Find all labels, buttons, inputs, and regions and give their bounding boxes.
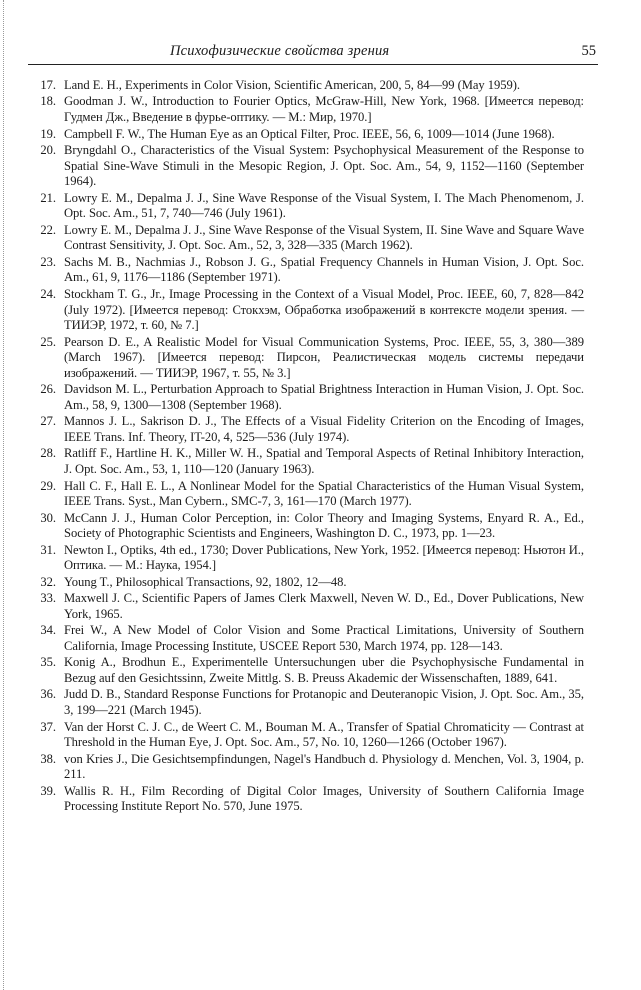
- reference-number: 39.: [40, 783, 56, 798]
- reference-item: [28, 143, 584, 190]
- reference-item: [28, 287, 584, 334]
- page-edge-dots: [3, 0, 4, 990]
- reference-number: 34.: [40, 623, 56, 638]
- reference-text: Van der Horst C. J. C., de Weert C. M., Bouman M. A., Transfer of Spatial Chromaticity — Contrast at Threshold in the Human Eye, J. Opt. Soc. Am., 57, No. 10, 1260—1266 (October 1967).: [64, 719, 584, 750]
- reference-text: Hall C. F., Hall E. L., A Nonlinear Model for the Spatial Characteristics of the Human Visual System, IEEE Trans. Syst., Man Cybern., SMC-7, 3, 161—170 (March 1977).: [64, 478, 584, 509]
- reference-text: McCann J. J., Human Color Perception, in: Color Theory and Imaging Systems, Enyard R. A., Ed., Society of Photographic Scientists and Engineers, Washington D. C., 1973, pp. 1—23.: [64, 510, 584, 541]
- reference-text: Pearson D. E., A Realistic Model for Visual Communication Systems, Proc. IEEE, 55, 3, 380—389 (March 1967). [Имеется перевод: Пирсон, Реалистическая модель системы передачи изображений. — ТИИЭР, 1967, т. 55, № 3.]: [64, 334, 584, 380]
- reference-item: [28, 720, 584, 751]
- reference-number: 19.: [40, 126, 56, 141]
- reference-number: 27.: [40, 414, 56, 429]
- reference-item: [28, 94, 584, 125]
- reference-text: Wallis R. H., Film Recording of Digital Color Images, University of Southern California Image Processing Institute Report No. 570, June 1975.: [64, 783, 584, 814]
- page-number: 55: [581, 43, 596, 59]
- reference-text: Goodman J. W., Introduction to Fourier Optics, McGraw-Hill, New York, 1968. [Имеется перевод: Гудмен Дж., Введение в фурье-оптику. — М.: Мир, 1970.]: [64, 94, 584, 125]
- reference-text: Young T., Philosophical Transactions, 92, 1802, 12—48.: [64, 574, 347, 589]
- reference-number: 33.: [40, 591, 56, 606]
- reference-number: 24.: [40, 286, 56, 301]
- reference-text: Sachs M. B., Nachmias J., Robson J. G., Spatial Frequency Channels in Human Vision, J. Opt. Soc. Am., 61, 9, 1176—1186 (September 1971).: [64, 254, 584, 285]
- reference-number: 36.: [40, 687, 56, 702]
- reference-text: Campbell F. W., The Human Eye as an Optical Filter, Proc. IEEE, 56, 6, 1009—1014 (June 1968).: [64, 126, 555, 141]
- reference-item: [28, 255, 584, 286]
- reference-number: 23.: [40, 254, 56, 269]
- reference-text: Konig A., Brodhun E., Experimentelle Untersuchungen uber die Psychophysische Fundamental in Bezug auf den Gesichtssinn, Zweite Mittlg. S. B. Preuss Akademic der Wissenschaften, 1889, 641.: [64, 655, 584, 685]
- reference-item: [28, 511, 584, 542]
- reference-text: Lowry E. M., Depalma J. J., Sine Wave Response of the Visual System, I. The Mach Phenomenom, J. Opt. Soc. Am., 51, 7, 740—746 (July 1961).: [64, 190, 584, 221]
- reference-number: 28.: [40, 446, 56, 461]
- reference-item: [28, 752, 584, 783]
- reference-number: 25.: [40, 334, 56, 349]
- reference-item: [28, 382, 584, 413]
- reference-item: [28, 623, 584, 654]
- reference-text: Newton I., Optiks, 4th ed., 1730; Dover Publications, New York, 1952. [Имеется перевод: Ньютон И., Оптика. — М.: Наука, 1954.]: [64, 542, 584, 573]
- reference-text: Davidson M. L., Perturbation Approach to Spatial Brightness Interaction in Human Vision, J. Opt. Soc. Am., 58, 9, 1300—1308 (September 1968).: [64, 382, 584, 412]
- reference-text: Stockham T. G., Jr., Image Processing in the Context of a Visual Model, Proc. IEEE, 60, 7, 828—842 (July 1972). [Имеется перевод: Стокхэм, Обработка изображений в контексте модели зрения. — ТИИЭР, 1972, т. 60, № 7.]: [64, 286, 584, 333]
- reference-number: 30.: [40, 510, 56, 525]
- reference-item: [28, 479, 584, 510]
- reference-number: 38.: [40, 751, 56, 766]
- reference-text: Bryngdahl O., Characteristics of the Visual System: Psychophysical Measurement of the Response to Spatial Sine-Wave Stimuli in the Mesopic Region, J. Opt. Soc. Am., 54, 9, 1152—1160 (September 1964).: [64, 143, 584, 189]
- reference-number: 21.: [40, 190, 56, 205]
- reference-item: [28, 78, 584, 94]
- reference-text: Maxwell J. C., Scientific Papers of James Clerk Maxwell, Neven W. D., Ed., Dover Publications, New York, 1965.: [64, 591, 584, 621]
- reference-text: von Kries J., Die Gesichtsempfindungen, Nagel's Handbuch d. Physiology d. Menchen, Vol. 3, 1904, p. 211.: [64, 751, 584, 782]
- reference-text: Lowry E. M., Depalma J. J., Sine Wave Response of the Visual System, II. Sine Wave and Square Wave Contrast Sensitivity, J. Opt. Soc. Am., 52, 3, 328—335 (March 1962).: [64, 222, 584, 253]
- reference-item: [28, 687, 584, 718]
- reference-number: 18.: [40, 94, 56, 109]
- reference-item: [28, 575, 584, 591]
- reference-item: [28, 655, 584, 686]
- reference-number: 17.: [40, 78, 56, 92]
- reference-item: [28, 335, 584, 382]
- reference-number: 35.: [40, 655, 56, 670]
- reference-item: [28, 543, 584, 574]
- reference-item: [28, 591, 584, 622]
- reference-text: Ratliff F., Hartline H. K., Miller W. H., Spatial and Temporal Aspects of Retinal Inhibitory Interaction, J. Opt. Soc. Am., 53, 1, 110—120 (January 1963).: [64, 446, 584, 477]
- reference-list: [28, 78, 584, 816]
- reference-text: Land E. H., Experiments in Color Vision, Scientific American, 200, 5, 84—99 (May 1959).: [64, 78, 521, 92]
- reference-item: [28, 414, 584, 445]
- reference-item: [28, 191, 584, 222]
- reference-number: 26.: [40, 382, 56, 397]
- reference-number: 29.: [40, 478, 56, 493]
- reference-item: [28, 784, 584, 815]
- reference-text: Judd D. B., Standard Response Functions for Protanopic and Deuteranopic Vision, J. Opt. Soc. Am., 35, 3, 199—221 (March 1945).: [64, 687, 584, 718]
- reference-number: 22.: [40, 222, 56, 237]
- reference-number: 32.: [40, 574, 56, 589]
- reference-number: 20.: [40, 143, 56, 158]
- reference-item: [28, 223, 584, 254]
- running-header: [28, 40, 598, 65]
- reference-text: Mannos J. L., Sakrison D. J., The Effects of a Visual Fidelity Criterion on the Encoding of Images, IEEE Trans. Inf. Theory, IT-20, 4, 525—536 (July 1974).: [64, 414, 584, 444]
- chapter-title: Психофизические свойства зрения: [170, 43, 390, 59]
- reference-text: Frei W., A New Model of Color Vision and Some Practical Limitations, University of Southern California, Image Processing Institute, USCEE Report 530, March 1974, pp. 128—143.: [64, 623, 584, 653]
- reference-number: 37.: [40, 719, 56, 734]
- reference-number: 31.: [40, 542, 56, 557]
- reference-item: [28, 446, 584, 477]
- reference-item: [28, 127, 584, 143]
